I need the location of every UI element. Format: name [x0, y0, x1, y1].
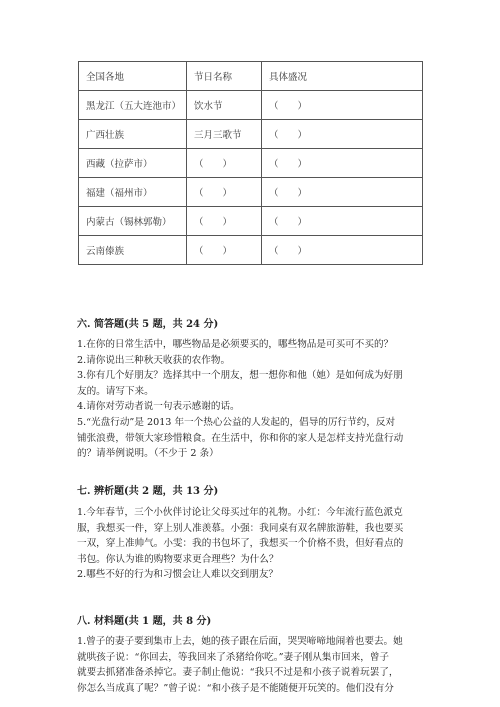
- table-cell: （ ）: [187, 178, 262, 207]
- question-line: 1.今年春节，三个小伙伴讨论让父母买过年的礼物。小红：今年流行蓝色派克: [77, 507, 403, 518]
- table-cell: 云南傣族: [79, 236, 187, 265]
- table-cell: 三月三歌节: [187, 120, 262, 149]
- table-cell: （ ）: [262, 91, 423, 120]
- table-header-row: [79, 62, 423, 91]
- table-cell: （ ）: [262, 236, 423, 265]
- question-line: 2.哪些不好的行为和习惯会让人难以交到朋友？: [77, 569, 279, 581]
- question-line: 2.请你说出三种秋天收获的农作物。: [77, 354, 231, 366]
- question-line: 1.在你的日常生活中，哪些物品是必须要买的，哪些物品是可买可不买的？: [77, 339, 394, 350]
- material-line: 你怎么当成真了呢？”曾子说：“和小孩子是不能随便开玩笑的。他们没有分: [77, 682, 394, 694]
- question-line: 5.“光盘行动”是 2013 年一个热心公益的人发起的，倡导的厉行节约，反对: [77, 416, 396, 428]
- section-7-heading: 七. 辨析题(共 2 题，共 13 分): [77, 486, 219, 497]
- section-6-questions: [77, 337, 429, 462]
- question-line: 3.你有几个好朋友？选择其中一个朋友，想一想你和他（她）是如何成为好朋: [77, 370, 403, 382]
- material-line: 就要去抓猪准备杀掉它。妻子制止他说：“我只不过是和小孩子说着玩罢了，: [77, 667, 399, 679]
- table-row: [79, 120, 423, 149]
- table-cell: （ ）: [187, 207, 262, 236]
- section-7-questions: [77, 505, 429, 583]
- section-6-heading: 六. 简答题(共 5 题，共 24 分): [77, 319, 219, 330]
- table-cell: 福建（福州市）: [79, 178, 187, 207]
- table-cell: 广西壮族: [79, 120, 187, 149]
- question-line: 书包。你认为谁的购物要求更合理些？为什么？: [77, 553, 279, 565]
- table-cell: （ ）: [262, 149, 423, 178]
- table-cell: （ ）: [262, 178, 423, 207]
- section-8-material: [77, 634, 429, 696]
- question-line: 友的。请写下来。: [77, 385, 154, 397]
- table-cell: （ ）: [262, 207, 423, 236]
- table-cell: （ ）: [187, 236, 262, 265]
- question-line: 一双，穿上准帅气。小雯：我的书包坏了，我想买一个价格不贵，但好看点的: [77, 538, 404, 550]
- question-line: 铺张浪费，带领大家珍惜粮食。在生活中，你和你的家人是怎样支持光盘行动: [77, 432, 404, 444]
- question-line: 服，我想买一件，穿上别人准羡慕。小强：我同桌有双名牌旅游鞋，我也要买: [77, 522, 404, 534]
- table-cell: 黑龙江（五大连池市）: [79, 91, 187, 120]
- material-line: 1.曾子的妻子要到集市上去，她的孩子跟在后面，哭哭啼啼地闹着也要去。她: [77, 636, 403, 647]
- table-cell: （ ）: [187, 149, 262, 178]
- table-row: [79, 91, 423, 120]
- table-header-cell: 全国各地: [79, 62, 187, 91]
- table-cell: 西藏（拉萨市）: [79, 149, 187, 178]
- question-line: 4.请你对劳动者说一句表示感谢的话。: [77, 401, 240, 413]
- section-8-heading: 八. 材料题(共 1 题，共 8 分): [77, 616, 212, 627]
- table-row: [79, 236, 423, 265]
- table-header-cell: 具体盛况: [262, 62, 423, 91]
- table-cell: 饮水节: [187, 91, 262, 120]
- question-line: 的？请举例说明。（不少于 2 条）: [77, 448, 219, 460]
- table-header-cell: 节日名称: [187, 62, 262, 91]
- table-cell: 内蒙古（锡林郭勒）: [79, 207, 187, 236]
- table-cell: （ ）: [262, 120, 423, 149]
- material-line: 就哄孩子说：“你回去，等我回来了杀猪给你吃。”妻子刚从集市回来，曾子: [77, 651, 390, 663]
- festival-table: [78, 61, 423, 265]
- table-row: [79, 149, 423, 178]
- table-row: [79, 207, 423, 236]
- table-row: [79, 178, 423, 207]
